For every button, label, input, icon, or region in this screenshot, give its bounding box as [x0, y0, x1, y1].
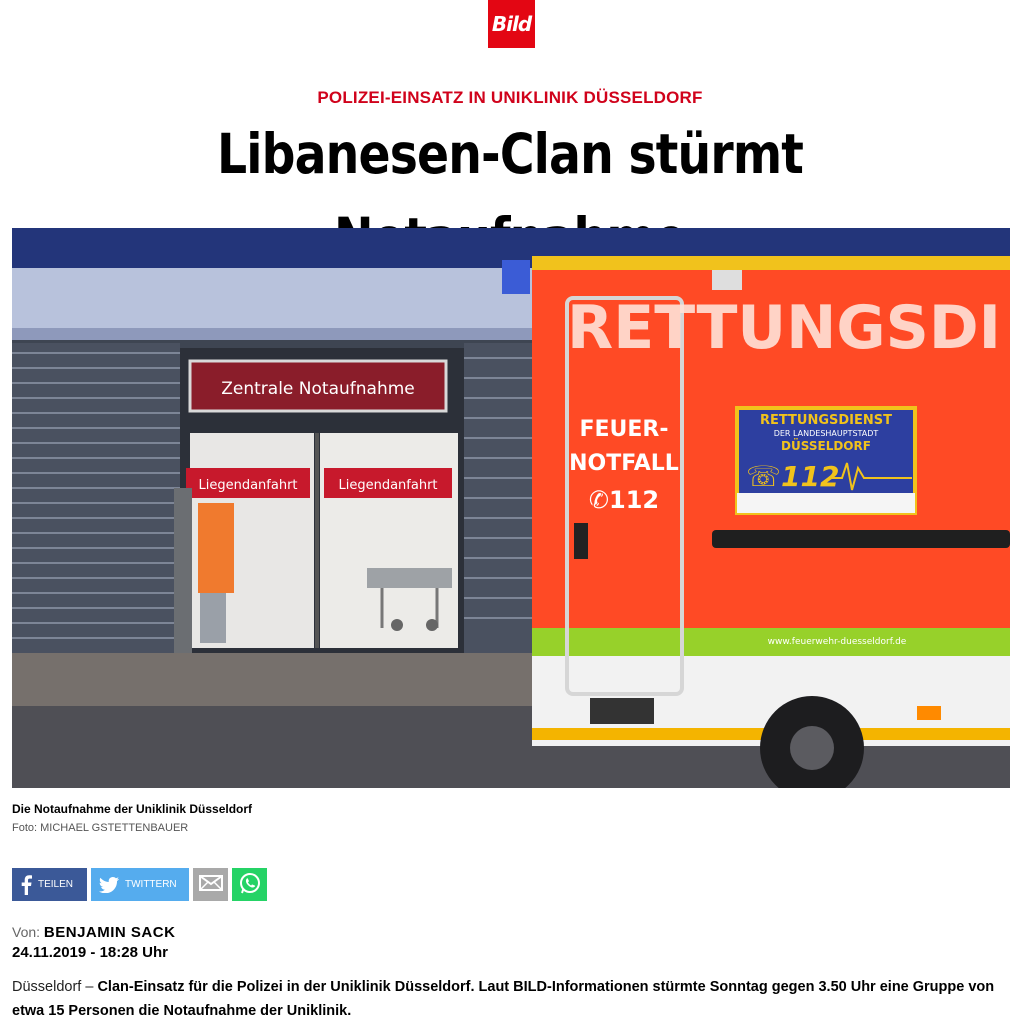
ambulance-side-phone: ✆112: [588, 486, 660, 514]
whatsapp-icon: [239, 872, 261, 897]
bild-logo[interactable]: Bild: [488, 0, 535, 48]
photo-caption: Die Notaufnahme der Uniklinik Düsseldorf: [12, 802, 253, 816]
lead-location: Düsseldorf –: [12, 979, 94, 995]
email-share-button[interactable]: [193, 868, 228, 901]
article-lead: [12, 975, 1002, 1023]
panel-line2: DER LANDESHAUPTSTADT: [773, 429, 879, 438]
sign-main: Zentrale Notaufnahme: [221, 379, 415, 399]
facebook-icon: [20, 875, 32, 895]
panel-phone: ☏112: [746, 460, 840, 493]
photo-credit: Foto: MICHAEL GSTETTENBAUER: [12, 822, 189, 834]
whatsapp-share-button[interactable]: [232, 868, 267, 901]
sign-door-left: Liegendanfahrt: [198, 478, 298, 493]
ambulance-website: www.feuerwehr-duesseldorf.de: [767, 637, 907, 647]
article-kicker: POLIZEI-EINSATZ IN UNIKLINIK DÜSSELDORF: [317, 88, 703, 107]
author-link[interactable]: BENJAMIN SACK: [43, 924, 176, 941]
publish-date: 24.11.2019 - 18:28 Uhr: [12, 944, 168, 961]
sign-door-right: Liegendanfahrt: [338, 478, 438, 493]
facebook-share-button[interactable]: [12, 868, 87, 901]
ambulance-text: RETTUNGSDI: [567, 293, 1001, 363]
ambulance: [502, 256, 1010, 788]
facebook-share-label: TEILEN: [38, 879, 74, 890]
panel-line3: DÜSSELDORF: [781, 439, 871, 453]
envelope-icon: [199, 875, 223, 894]
ambulance-side-1: FEUER-: [579, 417, 669, 442]
byline: [12, 924, 175, 941]
twitter-share-label: TWITTERN: [125, 879, 177, 890]
panel-line1: RETTUNGSDIENST: [759, 413, 893, 428]
left-blinds: [12, 343, 180, 653]
twitter-icon: [99, 877, 119, 893]
twitter-share-button[interactable]: [91, 868, 189, 901]
lead-text: Clan-Einsatz für die Polizei in der Uniklinik Düsseldorf. Laut BILD-Informationen stürmte Sonntag gegen 3.50 Uhr eine Gruppe von etwa 15 Personen die Notaufnahme der Uniklinik.: [12, 979, 995, 1019]
byline-prefix: Von:: [12, 924, 41, 940]
article-photo[interactable]: [12, 228, 1010, 788]
article-headline: Libanesen-Clan stürmt: [216, 122, 804, 186]
ambulance-side-2: NOTFALL: [569, 451, 679, 476]
